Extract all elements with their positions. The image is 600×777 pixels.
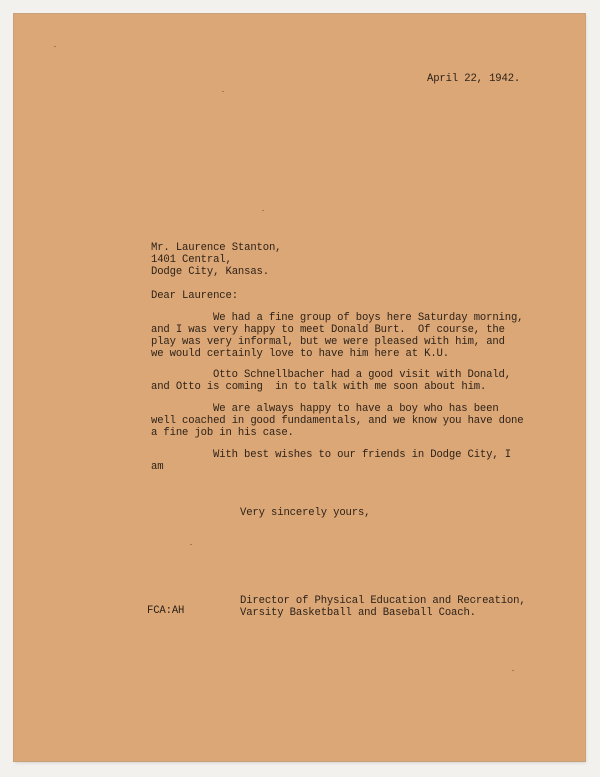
body-line: a fine job in his case.	[151, 427, 294, 439]
letter-date: April 22, 1942.	[427, 73, 521, 85]
body-line: We are always happy to have a boy who has been	[213, 403, 499, 415]
recipient-street: 1401 Central,	[151, 254, 232, 266]
recipient-name: Mr. Laurence Stanton,	[151, 242, 282, 254]
paper-speck	[222, 91, 224, 92]
paper-speck	[262, 210, 264, 211]
body-line: we would certainly love to have him here at K.U.	[151, 348, 449, 360]
reference-initials: FCA:AH	[147, 605, 185, 617]
body-line: am	[151, 461, 164, 473]
body-line: play was very informal, but we were pleased with him, and	[151, 336, 505, 348]
body-line: well coached in good fundamentals, and we know you have done	[151, 415, 524, 427]
body-line: Otto Schnellbacher had a good visit with Donald,	[213, 369, 511, 381]
paper-speck	[512, 670, 514, 671]
body-line: and I was very happy to meet Donald Burt. Of course, the	[151, 324, 505, 336]
recipient-city: Dodge City, Kansas.	[151, 266, 269, 278]
signature-title: Varsity Basketball and Baseball Coach.	[240, 607, 476, 619]
signature-title: Director of Physical Education and Recreation,	[240, 595, 526, 607]
complimentary-close: Very sincerely yours,	[240, 507, 371, 519]
paper-speck	[54, 46, 56, 47]
body-line: and Otto is coming in to talk with me soon about him.	[151, 381, 487, 393]
salutation: Dear Laurence:	[151, 290, 238, 302]
body-line: We had a fine group of boys here Saturday morning,	[213, 312, 524, 324]
paper-speck	[190, 544, 192, 545]
body-line: With best wishes to our friends in Dodge City, I	[213, 449, 511, 461]
